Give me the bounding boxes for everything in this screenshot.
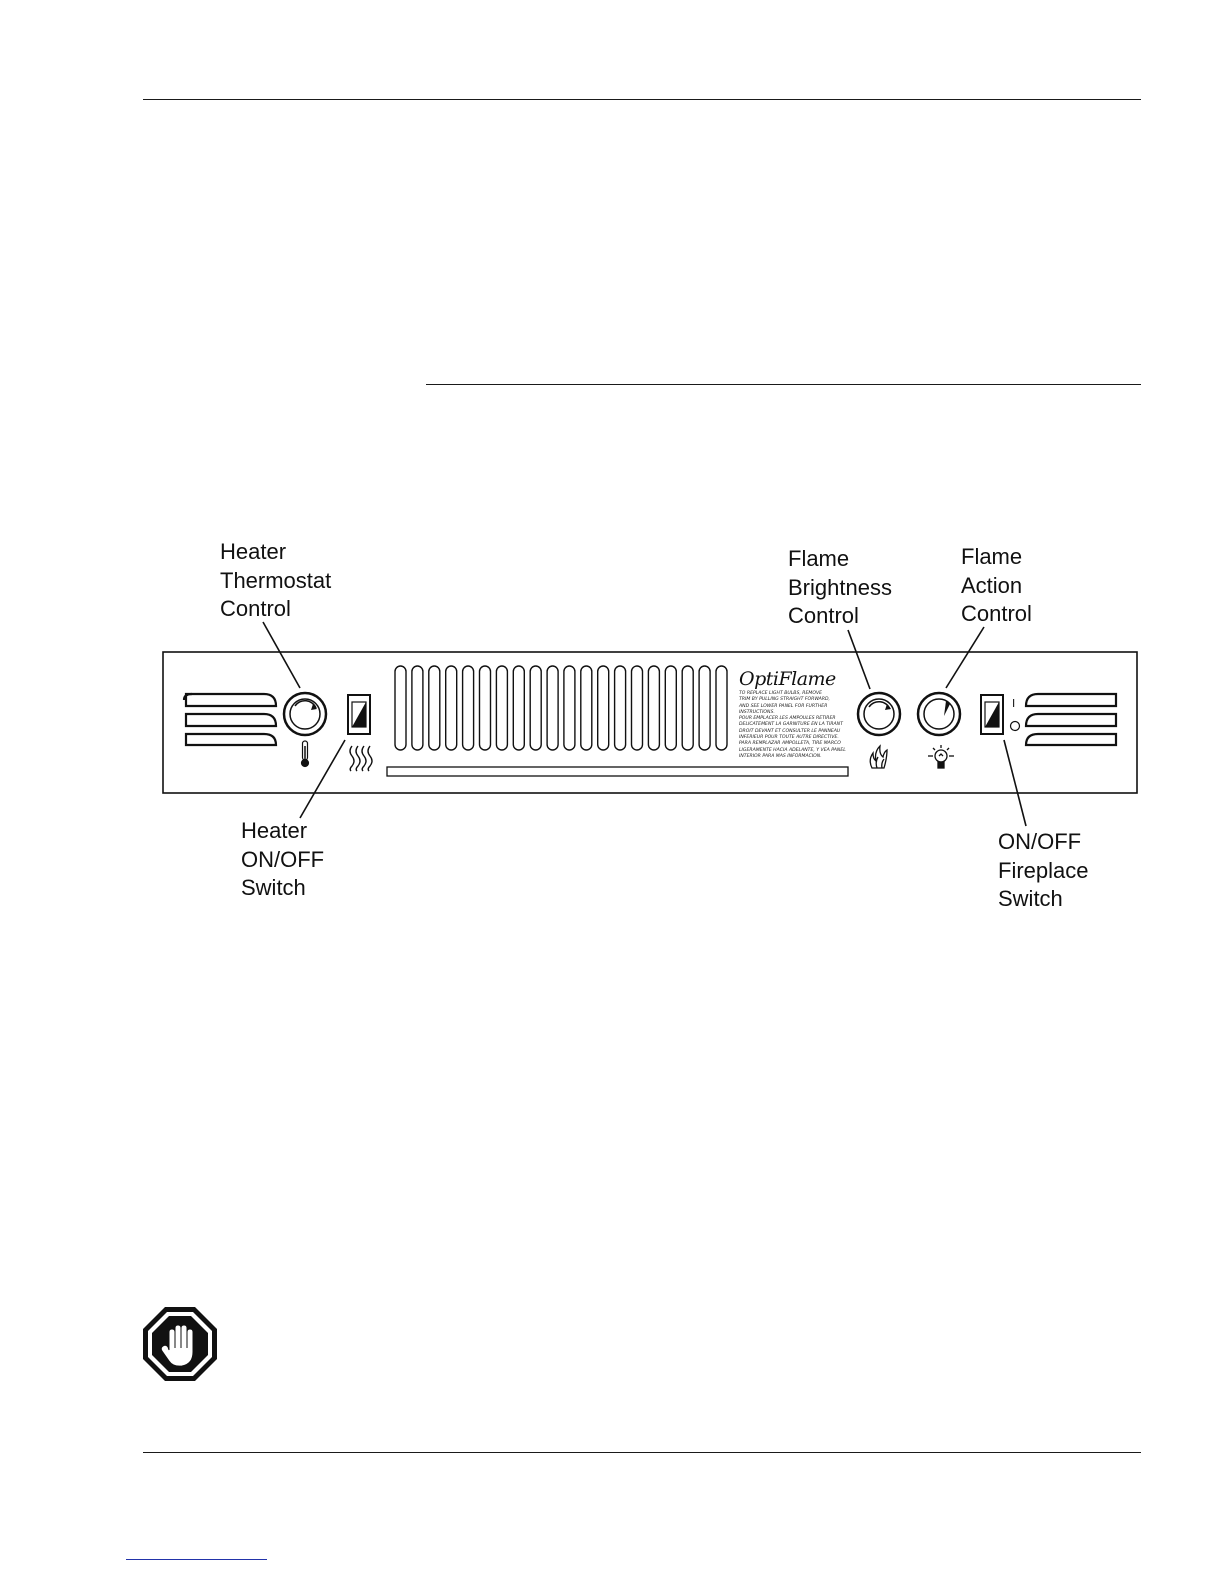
instruction-line: TO REPLACE LIGHT BULBS, REMOVE [739, 691, 822, 696]
instruction-line: AND SEE LOWER PANEL FOR FURTHER [739, 703, 828, 709]
left-vent [184, 694, 276, 745]
label-heater-on-off-switch: Heater ON/OFF Switch [241, 818, 325, 900]
grille-slot [395, 666, 406, 750]
instruction-line: DROIT DEVANT ET CONSULTER LE PANNEAU [739, 728, 841, 734]
grille-slot [598, 666, 609, 750]
grille-slot [547, 666, 558, 750]
grille-slot [446, 666, 457, 750]
label-fireplace-on-off-switch: ON/OFF Fireplace Switch [998, 829, 1089, 911]
heater-rocker-switch[interactable] [348, 695, 370, 734]
grille-slot [480, 666, 491, 750]
label-flame-brightness-control: Flame Brightness Control [788, 546, 892, 628]
light-strip [387, 767, 848, 776]
panel-instructions [739, 691, 846, 760]
grille-slot [665, 666, 676, 750]
instruction-line: LIGERAMENTE HACIA ADELANTE, Y VEA PANEL [739, 747, 846, 753]
grille-slot [513, 666, 524, 750]
grille-slot [716, 666, 727, 750]
grille-slot [648, 666, 659, 750]
flame-action-knob[interactable] [918, 693, 960, 735]
label-heater-thermostat-control: Heater Thermostat Control [220, 539, 332, 621]
grille-slot [530, 666, 541, 750]
right-vent [1026, 694, 1116, 745]
label-flame-action-control: Flame Action Control [961, 544, 1032, 626]
stop-hand-icon [142, 1306, 218, 1382]
grille-slot [564, 666, 575, 750]
thermometer-icon [302, 741, 309, 767]
grille-slot [699, 666, 710, 750]
on-mark: I [1012, 697, 1016, 710]
instruction-line: DELICATEMENT LA GARNITURE EN LA TIRANT [739, 722, 843, 728]
brand-logo: OptiFlame [739, 668, 836, 690]
instruction-line: PARA REMPLAZAR AMPOLLETA, TIRE MARCO [739, 741, 841, 747]
instruction-line: TRIM BY PULLING STRAIGHT FORWARD, [739, 697, 830, 703]
grille-slot [412, 666, 423, 750]
fireplace-rocker-switch[interactable] [981, 695, 1003, 734]
grille-slot [632, 666, 643, 750]
grille-slot [682, 666, 693, 750]
flame-brightness-knob[interactable] [858, 693, 900, 735]
grille-slot [615, 666, 626, 750]
grille-slot [429, 666, 440, 750]
instruction-line: POUR EMPLACER LES AMPOULES RETIRER [739, 716, 836, 722]
instruction-line: INTERIOR PARA MAS INFORMACION. [739, 753, 822, 759]
footer-link-underline [126, 1559, 267, 1560]
instruction-line: INSTRUCTIONS. [739, 709, 775, 715]
grille-slot [496, 666, 507, 750]
grille-slot [581, 666, 592, 750]
off-mark [1011, 722, 1020, 731]
grille-slot [463, 666, 474, 750]
thermostat-knob[interactable] [284, 693, 326, 735]
instruction-line: INFERIEUR POUR TOUTE AUTRE DIRECTIVE. [739, 735, 839, 741]
